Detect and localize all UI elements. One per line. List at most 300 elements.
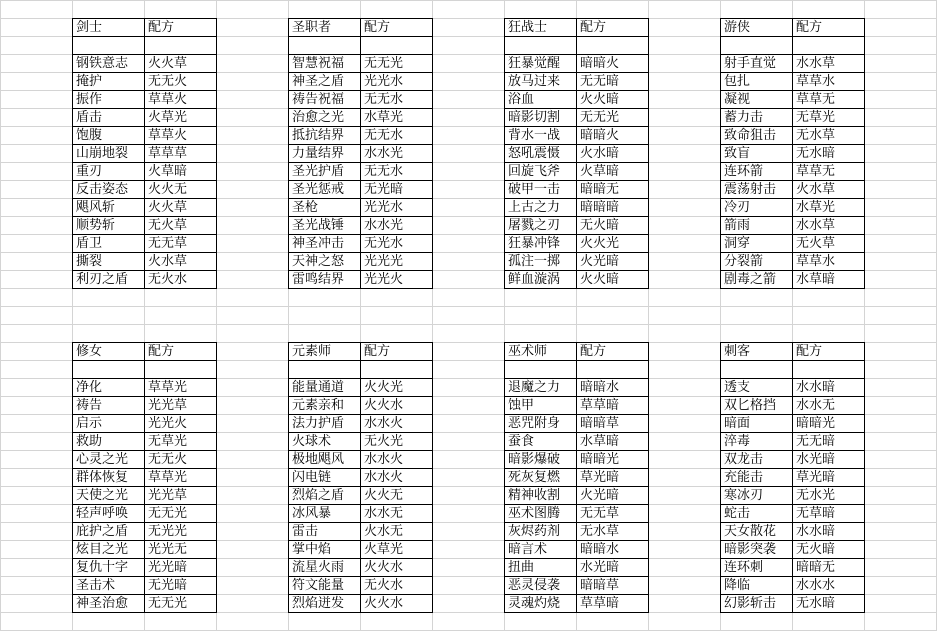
skill-name-cell[interactable]: 屠戮之刃 <box>505 217 577 235</box>
skill-name-cell[interactable]: 饱腹 <box>73 127 145 145</box>
skill-name-cell[interactable]: 天使之光 <box>73 487 145 505</box>
table-row <box>289 433 433 451</box>
recipe-cell[interactable]: 水水无 <box>793 397 865 415</box>
table-row <box>73 163 217 181</box>
skill-name-cell[interactable]: 狂暴冲锋 <box>505 235 577 253</box>
table-row <box>505 235 649 253</box>
table-row <box>505 559 649 577</box>
table-header-row <box>505 19 649 37</box>
table-row <box>73 577 217 595</box>
table-row <box>289 271 433 289</box>
recipe-cell[interactable]: 无无光 <box>577 109 649 127</box>
skill-name-cell[interactable]: 治愈之光 <box>289 109 361 127</box>
table-row <box>289 181 433 199</box>
skill-name-cell[interactable]: 降临 <box>721 577 793 595</box>
table-row <box>721 577 865 595</box>
empty-cell[interactable] <box>145 361 217 379</box>
skill-name-cell[interactable]: 灰烬药剂 <box>505 523 577 541</box>
table-row <box>721 523 865 541</box>
skill-name-cell[interactable]: 掌中焰 <box>289 541 361 559</box>
class-name-cell[interactable]: 游侠 <box>721 19 793 37</box>
recipe-cell[interactable]: 暗暗光 <box>577 451 649 469</box>
recipe-cell[interactable]: 水草光 <box>793 199 865 217</box>
skill-name-cell[interactable]: 灵魂灼烧 <box>505 595 577 613</box>
skill-name-cell[interactable]: 剧毒之箭 <box>721 271 793 289</box>
skill-name-cell[interactable]: 射手直觉 <box>721 55 793 73</box>
recipe-cell[interactable]: 暗暗水 <box>577 541 649 559</box>
table-row <box>289 595 433 613</box>
skill-name-cell[interactable]: 蛇击 <box>721 505 793 523</box>
skill-name-cell[interactable]: 冰风暴 <box>289 505 361 523</box>
table-row <box>73 271 217 289</box>
recipe-cell[interactable]: 火火暗 <box>577 271 649 289</box>
recipe-cell[interactable]: 无光光 <box>145 523 217 541</box>
table-row <box>721 73 865 91</box>
skill-name-cell[interactable]: 智慧祝福 <box>289 55 361 73</box>
recipe-cell[interactable]: 水水光 <box>361 217 433 235</box>
skill-name-cell[interactable]: 蓄力击 <box>721 109 793 127</box>
skill-name-cell[interactable]: 震荡射击 <box>721 181 793 199</box>
skill-name-cell[interactable]: 包扎 <box>721 73 793 91</box>
table-row <box>289 451 433 469</box>
recipe-cell[interactable]: 无无光 <box>145 505 217 523</box>
skill-name-cell[interactable]: 冷刃 <box>721 199 793 217</box>
skill-name-cell[interactable]: 天神之怒 <box>289 253 361 271</box>
recipe-cell[interactable]: 水水暗 <box>793 523 865 541</box>
skill-name-cell[interactable]: 圣光战锤 <box>289 217 361 235</box>
table-row <box>289 73 433 91</box>
recipe-cell[interactable]: 无无火 <box>145 73 217 91</box>
class-name-cell[interactable]: 刺客 <box>721 343 793 361</box>
recipe-cell[interactable]: 无无光 <box>361 55 433 73</box>
recipe-cell[interactable]: 无无草 <box>145 235 217 253</box>
skill-name-cell[interactable]: 寒冰刃 <box>721 487 793 505</box>
recipe-cell[interactable]: 草草草 <box>145 145 217 163</box>
recipe-cell[interactable]: 无无水 <box>361 163 433 181</box>
skill-name-cell[interactable]: 群体恢复 <box>73 469 145 487</box>
skill-name-cell[interactable]: 闪电链 <box>289 469 361 487</box>
empty-cell[interactable] <box>73 361 145 379</box>
table-row <box>721 109 865 127</box>
recipe-cell[interactable]: 水水水 <box>793 577 865 595</box>
recipe-cell[interactable]: 火火草 <box>145 55 217 73</box>
recipe-cell[interactable]: 无无暗 <box>577 73 649 91</box>
empty-cell[interactable] <box>793 37 865 55</box>
skill-name-cell[interactable]: 流星火雨 <box>289 559 361 577</box>
skill-name-cell[interactable]: 救助 <box>73 433 145 451</box>
recipe-cell[interactable]: 无光暗 <box>361 181 433 199</box>
skill-name-cell[interactable]: 心灵之光 <box>73 451 145 469</box>
table-row <box>73 235 217 253</box>
table-row <box>721 487 865 505</box>
table-row <box>289 487 433 505</box>
table-row <box>505 253 649 271</box>
skill-name-cell[interactable]: 轻声呼唤 <box>73 505 145 523</box>
recipe-cell[interactable]: 火水草 <box>793 181 865 199</box>
recipe-cell[interactable]: 草草无 <box>793 91 865 109</box>
table-blank-row <box>73 37 217 55</box>
skill-name-cell[interactable]: 破甲一击 <box>505 181 577 199</box>
recipe-cell[interactable]: 草草火 <box>145 127 217 145</box>
skill-name-cell[interactable]: 元素亲和 <box>289 397 361 415</box>
empty-cell[interactable] <box>577 37 649 55</box>
skill-name-cell[interactable]: 箭雨 <box>721 217 793 235</box>
recipe-cell[interactable]: 火火光 <box>361 379 433 397</box>
skill-name-cell[interactable]: 暗影突袭 <box>721 541 793 559</box>
skill-name-cell[interactable]: 暗面 <box>721 415 793 433</box>
recipe-header-cell[interactable]: 配方 <box>577 19 649 37</box>
skill-name-cell[interactable]: 雷鸣结界 <box>289 271 361 289</box>
recipe-cell[interactable]: 火火水 <box>361 595 433 613</box>
table-row <box>73 145 217 163</box>
recipe-cell[interactable]: 无水暗 <box>793 595 865 613</box>
recipe-cell[interactable]: 火火草 <box>145 199 217 217</box>
table-row <box>73 73 217 91</box>
recipe-header-cell[interactable]: 配方 <box>793 19 865 37</box>
recipe-cell[interactable]: 暗暗无 <box>577 181 649 199</box>
recipe-cell[interactable]: 草草无 <box>793 163 865 181</box>
recipe-cell[interactable]: 无无暗 <box>793 433 865 451</box>
recipe-cell[interactable]: 暗暗无 <box>793 559 865 577</box>
table-header-row <box>505 343 649 361</box>
skill-name-cell[interactable]: 振作 <box>73 91 145 109</box>
table-row <box>505 469 649 487</box>
table-row <box>289 127 433 145</box>
recipe-cell[interactable]: 无火光 <box>361 433 433 451</box>
table-row <box>721 433 865 451</box>
table-row <box>289 379 433 397</box>
class-name-cell[interactable]: 巫术师 <box>505 343 577 361</box>
empty-cell[interactable] <box>721 361 793 379</box>
skill-name-cell[interactable]: 山崩地裂 <box>73 145 145 163</box>
recipe-cell[interactable]: 火草暗 <box>145 163 217 181</box>
skill-name-cell[interactable]: 顺势斩 <box>73 217 145 235</box>
recipe-cell[interactable]: 光光无 <box>145 541 217 559</box>
skill-name-cell[interactable]: 凝视 <box>721 91 793 109</box>
table-row <box>721 217 865 235</box>
skill-name-cell[interactable]: 庇护之盾 <box>73 523 145 541</box>
recipe-cell[interactable]: 火草光 <box>145 109 217 127</box>
skill-name-cell[interactable]: 盾卫 <box>73 235 145 253</box>
skill-name-cell[interactable]: 祷告祝福 <box>289 91 361 109</box>
recipe-cell[interactable]: 暗暗光 <box>793 415 865 433</box>
recipe-cell[interactable]: 光光光 <box>361 253 433 271</box>
empty-cell[interactable] <box>289 37 361 55</box>
empty-cell[interactable] <box>721 37 793 55</box>
empty-cell[interactable] <box>577 361 649 379</box>
recipe-header-cell[interactable]: 配方 <box>145 19 217 37</box>
recipe-cell[interactable]: 水水火 <box>361 415 433 433</box>
skill-name-cell[interactable]: 力量结界 <box>289 145 361 163</box>
skill-name-cell[interactable]: 恶咒附身 <box>505 415 577 433</box>
recipe-cell[interactable]: 水水火 <box>361 451 433 469</box>
recipe-cell[interactable]: 草草光 <box>145 379 217 397</box>
recipe-cell[interactable]: 草草火 <box>145 91 217 109</box>
table-header-row <box>73 19 217 37</box>
skill-name-cell[interactable]: 圣击术 <box>73 577 145 595</box>
recipe-cell[interactable]: 光光火 <box>361 271 433 289</box>
recipe-cell[interactable]: 火火无 <box>145 181 217 199</box>
recipe-cell[interactable]: 无无水 <box>361 127 433 145</box>
recipe-cell[interactable]: 光光草 <box>145 487 217 505</box>
recipe-cell[interactable]: 无火水 <box>361 577 433 595</box>
table-row <box>721 469 865 487</box>
recipe-cell[interactable]: 无光水 <box>361 235 433 253</box>
recipe-cell[interactable]: 草草暗 <box>577 397 649 415</box>
recipe-cell[interactable]: 暗暗草 <box>577 577 649 595</box>
class-name-cell[interactable]: 狂战士 <box>505 19 577 37</box>
recipe-cell[interactable]: 水水无 <box>361 505 433 523</box>
recipe-cell[interactable]: 草草光 <box>145 469 217 487</box>
recipe-cell[interactable]: 水草暗 <box>793 271 865 289</box>
recipe-cell[interactable]: 暗暗暗 <box>577 199 649 217</box>
skill-name-cell[interactable]: 盾击 <box>73 109 145 127</box>
recipe-cell[interactable]: 无火暗 <box>793 541 865 559</box>
table-row <box>721 415 865 433</box>
skill-name-cell[interactable]: 淬毒 <box>721 433 793 451</box>
table-row <box>505 523 649 541</box>
table-row <box>73 397 217 415</box>
table-row <box>505 145 649 163</box>
empty-cell[interactable] <box>361 37 433 55</box>
recipe-cell[interactable]: 火草暗 <box>577 163 649 181</box>
skill-name-cell[interactable]: 圣枪 <box>289 199 361 217</box>
empty-cell[interactable] <box>793 361 865 379</box>
recipe-cell[interactable]: 无水草 <box>793 127 865 145</box>
recipe-cell[interactable]: 草光暗 <box>577 469 649 487</box>
recipe-cell[interactable]: 火火水 <box>361 559 433 577</box>
skill-name-cell[interactable]: 掩护 <box>73 73 145 91</box>
recipe-cell[interactable]: 火光暗 <box>577 253 649 271</box>
recipe-cell[interactable]: 水水草 <box>793 217 865 235</box>
recipe-cell[interactable]: 水草光 <box>361 109 433 127</box>
recipe-cell[interactable]: 暗暗草 <box>577 415 649 433</box>
recipe-cell[interactable]: 水草暗 <box>577 433 649 451</box>
skill-name-cell[interactable]: 圣光惩戒 <box>289 181 361 199</box>
skill-name-cell[interactable]: 暗影切割 <box>505 109 577 127</box>
skill-name-cell[interactable]: 法力护盾 <box>289 415 361 433</box>
skill-name-cell[interactable]: 火球术 <box>289 433 361 451</box>
skill-name-cell[interactable]: 撕裂 <box>73 253 145 271</box>
class-name-cell[interactable]: 圣职者 <box>289 19 361 37</box>
skill-name-cell[interactable]: 天女散花 <box>721 523 793 541</box>
recipe-cell[interactable]: 水水光 <box>361 145 433 163</box>
table-row <box>721 199 865 217</box>
recipe-header-cell[interactable]: 配方 <box>577 343 649 361</box>
skill-name-cell[interactable]: 充能击 <box>721 469 793 487</box>
skill-name-cell[interactable]: 飓风斩 <box>73 199 145 217</box>
recipe-cell[interactable]: 无无火 <box>145 451 217 469</box>
empty-cell[interactable] <box>73 37 145 55</box>
recipe-cell[interactable]: 水光暗 <box>793 451 865 469</box>
recipe-cell[interactable]: 光光草 <box>145 397 217 415</box>
skill-name-cell[interactable]: 蚕食 <box>505 433 577 451</box>
table-row <box>289 469 433 487</box>
recipe-cell[interactable]: 无草光 <box>145 433 217 451</box>
skill-name-cell[interactable]: 背水一战 <box>505 127 577 145</box>
recipe-cell[interactable]: 水水火 <box>361 469 433 487</box>
recipe-cell[interactable]: 火火无 <box>361 487 433 505</box>
recipe-cell[interactable]: 无火草 <box>793 235 865 253</box>
skill-name-cell[interactable]: 致命狙击 <box>721 127 793 145</box>
skill-name-cell[interactable]: 狂暴觉醒 <box>505 55 577 73</box>
skill-name-cell[interactable]: 幻影斩击 <box>721 595 793 613</box>
skill-name-cell[interactable]: 利刃之盾 <box>73 271 145 289</box>
empty-cell[interactable] <box>505 37 577 55</box>
class-name-cell[interactable]: 剑士 <box>73 19 145 37</box>
empty-cell[interactable] <box>505 361 577 379</box>
recipe-header-cell[interactable]: 配方 <box>145 343 217 361</box>
recipe-cell[interactable]: 火水无 <box>361 523 433 541</box>
table-row <box>73 451 217 469</box>
table-row <box>73 379 217 397</box>
recipe-cell[interactable]: 无火暗 <box>577 217 649 235</box>
recipe-cell[interactable]: 无无光 <box>145 595 217 613</box>
class-table <box>288 18 433 289</box>
recipe-cell[interactable]: 暗暗火 <box>577 55 649 73</box>
skill-name-cell[interactable]: 分裂箭 <box>721 253 793 271</box>
recipe-cell[interactable]: 草光暗 <box>793 469 865 487</box>
recipe-cell[interactable]: 无无水 <box>361 91 433 109</box>
recipe-cell[interactable]: 无火草 <box>145 217 217 235</box>
empty-cell[interactable] <box>361 361 433 379</box>
table-row <box>73 199 217 217</box>
recipe-cell[interactable]: 火光暗 <box>577 487 649 505</box>
table-row <box>505 109 649 127</box>
class-name-cell[interactable]: 元素师 <box>289 343 361 361</box>
skill-name-cell[interactable]: 双龙击 <box>721 451 793 469</box>
table-row <box>73 523 217 541</box>
skill-name-cell[interactable]: 洞穿 <box>721 235 793 253</box>
skill-name-cell[interactable]: 烈焰之盾 <box>289 487 361 505</box>
skill-name-cell[interactable]: 蚀甲 <box>505 397 577 415</box>
recipe-cell[interactable]: 无无草 <box>577 505 649 523</box>
skill-name-cell[interactable]: 雷击 <box>289 523 361 541</box>
skill-name-cell[interactable]: 净化 <box>73 379 145 397</box>
recipe-cell[interactable]: 草草水 <box>793 253 865 271</box>
skill-name-cell[interactable]: 孤注一掷 <box>505 253 577 271</box>
skill-name-cell[interactable]: 连环刺 <box>721 559 793 577</box>
table-row <box>289 55 433 73</box>
skill-name-cell[interactable]: 烈焰迸发 <box>289 595 361 613</box>
table-row <box>73 217 217 235</box>
recipe-cell[interactable]: 火草光 <box>361 541 433 559</box>
class-name-cell[interactable]: 修女 <box>73 343 145 361</box>
recipe-cell[interactable]: 火火水 <box>361 397 433 415</box>
skill-name-cell[interactable]: 双匕格挡 <box>721 397 793 415</box>
skill-name-cell[interactable]: 放马过来 <box>505 73 577 91</box>
skill-name-cell[interactable]: 祷告 <box>73 397 145 415</box>
skill-name-cell[interactable]: 抵抗结界 <box>289 127 361 145</box>
table-blank-row <box>721 361 865 379</box>
recipe-cell[interactable]: 无草暗 <box>793 505 865 523</box>
recipe-header-cell[interactable]: 配方 <box>793 343 865 361</box>
skill-name-cell[interactable]: 连环箭 <box>721 163 793 181</box>
recipe-header-cell[interactable]: 配方 <box>361 343 433 361</box>
skill-name-cell[interactable]: 回旋飞斧 <box>505 163 577 181</box>
recipe-cell[interactable]: 草草暗 <box>577 595 649 613</box>
skill-name-cell[interactable]: 启示 <box>73 415 145 433</box>
class-table <box>720 18 865 289</box>
empty-cell[interactable] <box>289 361 361 379</box>
skill-name-cell[interactable]: 暗言术 <box>505 541 577 559</box>
recipe-cell[interactable]: 光光暗 <box>145 559 217 577</box>
skill-name-cell[interactable]: 致盲 <box>721 145 793 163</box>
skill-name-cell[interactable]: 浴血 <box>505 91 577 109</box>
recipe-cell[interactable]: 光光水 <box>361 73 433 91</box>
recipe-cell[interactable]: 水水草 <box>793 55 865 73</box>
skill-name-cell[interactable]: 恶灵侵袭 <box>505 577 577 595</box>
skill-name-cell[interactable]: 暗影爆破 <box>505 451 577 469</box>
table-row <box>721 397 865 415</box>
skill-name-cell[interactable]: 反击姿态 <box>73 181 145 199</box>
skill-name-cell[interactable]: 炫目之光 <box>73 541 145 559</box>
skill-name-cell[interactable]: 巫术图腾 <box>505 505 577 523</box>
recipe-cell[interactable]: 光光火 <box>145 415 217 433</box>
skill-name-cell[interactable]: 钢铁意志 <box>73 55 145 73</box>
recipe-cell[interactable]: 火火暗 <box>577 91 649 109</box>
table-row <box>73 127 217 145</box>
recipe-cell[interactable]: 火火光 <box>577 235 649 253</box>
recipe-cell[interactable]: 无火水 <box>145 271 217 289</box>
skill-name-cell[interactable]: 精神收割 <box>505 487 577 505</box>
recipe-cell[interactable]: 水光暗 <box>577 559 649 577</box>
table-row <box>73 181 217 199</box>
recipe-cell[interactable]: 无水暗 <box>793 145 865 163</box>
recipe-cell[interactable]: 火水暗 <box>577 145 649 163</box>
skill-name-cell[interactable]: 退魔之力 <box>505 379 577 397</box>
recipe-cell[interactable]: 火水草 <box>145 253 217 271</box>
table-row <box>73 559 217 577</box>
table-row <box>289 397 433 415</box>
recipe-cell[interactable]: 光光水 <box>361 199 433 217</box>
recipe-cell[interactable]: 无水光 <box>793 487 865 505</box>
table-row <box>721 595 865 613</box>
table-row <box>505 505 649 523</box>
skill-name-cell[interactable]: 怒吼震慑 <box>505 145 577 163</box>
table-row <box>289 253 433 271</box>
skill-name-cell[interactable]: 鲜血漩涡 <box>505 271 577 289</box>
recipe-cell[interactable]: 无光暗 <box>145 577 217 595</box>
skill-name-cell[interactable]: 上古之力 <box>505 199 577 217</box>
skill-name-cell[interactable]: 扭曲 <box>505 559 577 577</box>
table-blank-row <box>289 37 433 55</box>
empty-cell[interactable] <box>145 37 217 55</box>
skill-name-cell[interactable]: 能量通道 <box>289 379 361 397</box>
skill-name-cell[interactable]: 神圣治愈 <box>73 595 145 613</box>
skill-name-cell[interactable]: 极地飓风 <box>289 451 361 469</box>
table-row <box>505 55 649 73</box>
skill-name-cell[interactable]: 神圣之盾 <box>289 73 361 91</box>
skill-name-cell[interactable]: 神圣冲击 <box>289 235 361 253</box>
recipe-cell[interactable]: 草草水 <box>793 73 865 91</box>
skill-name-cell[interactable]: 复仇十字 <box>73 559 145 577</box>
skill-name-cell[interactable]: 圣光护盾 <box>289 163 361 181</box>
skill-name-cell[interactable]: 透支 <box>721 379 793 397</box>
skill-name-cell[interactable]: 符文能量 <box>289 577 361 595</box>
recipe-cell[interactable]: 无草光 <box>793 109 865 127</box>
table-row <box>721 91 865 109</box>
table-row <box>289 235 433 253</box>
recipe-cell[interactable]: 水水暗 <box>793 379 865 397</box>
recipe-header-cell[interactable]: 配方 <box>361 19 433 37</box>
skill-name-cell[interactable]: 重刃 <box>73 163 145 181</box>
recipe-cell[interactable]: 暗暗水 <box>577 379 649 397</box>
recipe-cell[interactable]: 无水草 <box>577 523 649 541</box>
recipe-cell[interactable]: 暗暗火 <box>577 127 649 145</box>
skill-name-cell[interactable]: 死灰复燃 <box>505 469 577 487</box>
class-table <box>504 342 649 613</box>
